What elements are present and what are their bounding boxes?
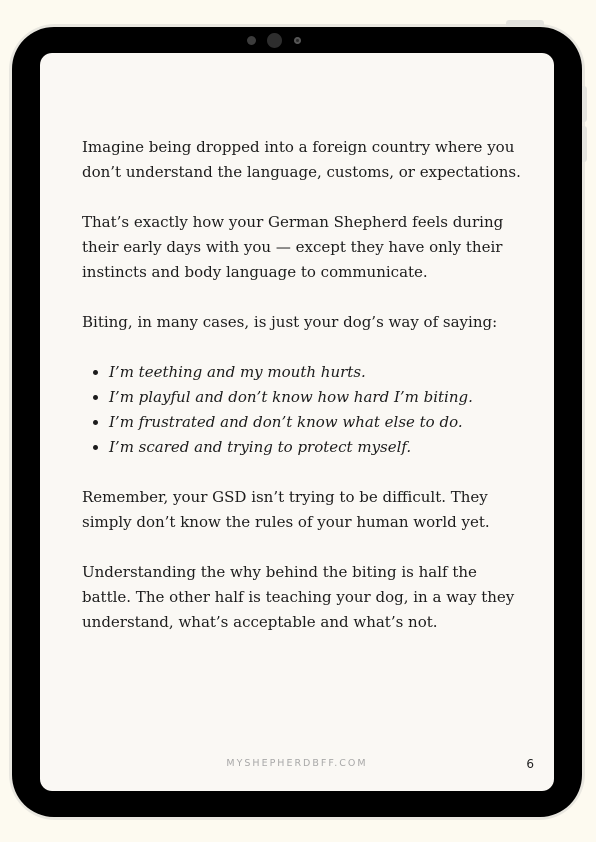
page-content bbox=[82, 135, 522, 660]
camera-icon bbox=[267, 33, 282, 48]
paragraph-biting: Biting, in many cases, is just your dog’s way of saying: bbox=[82, 313, 498, 331]
paragraph-remember: Remember, your GSD isn’t trying to be difficult. They simply don’t know the rules of your human world yet. bbox=[82, 488, 490, 531]
page-number: 6 bbox=[526, 757, 534, 771]
tablet-volume-up-button bbox=[582, 86, 587, 122]
paragraph-german-shepherd: That’s exactly how your German Shepherd feels during their early days with you — except they have only their instincts and body language to communicate. bbox=[82, 213, 504, 281]
tablet-volume-down-button bbox=[582, 126, 587, 162]
tablet-top-button bbox=[506, 20, 544, 26]
list-item: • I’m scared and trying to protect myself. bbox=[109, 435, 522, 460]
ebook-page bbox=[40, 53, 554, 791]
paragraph-understanding: Understanding the why behind the biting is half the battle. The other half is teaching your dog, in a way they understand, what’s acceptable and what’s not. bbox=[82, 563, 515, 631]
paragraph-intro: Imagine being dropped into a foreign country where you don’t understand the language, customs, or expectations. bbox=[82, 138, 521, 181]
list-item: • I’m teething and my mouth hurts. bbox=[109, 360, 522, 385]
footer-website: MYSHEPHERDBFF.COM bbox=[226, 758, 368, 769]
list-item: • I’m frustrated and don’t know what else to do. bbox=[109, 410, 522, 435]
light-sensor-icon bbox=[294, 37, 301, 44]
bullet-list bbox=[82, 360, 522, 460]
sensor-icon bbox=[247, 36, 256, 45]
list-item: • I’m playful and don’t know how hard I’m biting. bbox=[109, 385, 522, 410]
